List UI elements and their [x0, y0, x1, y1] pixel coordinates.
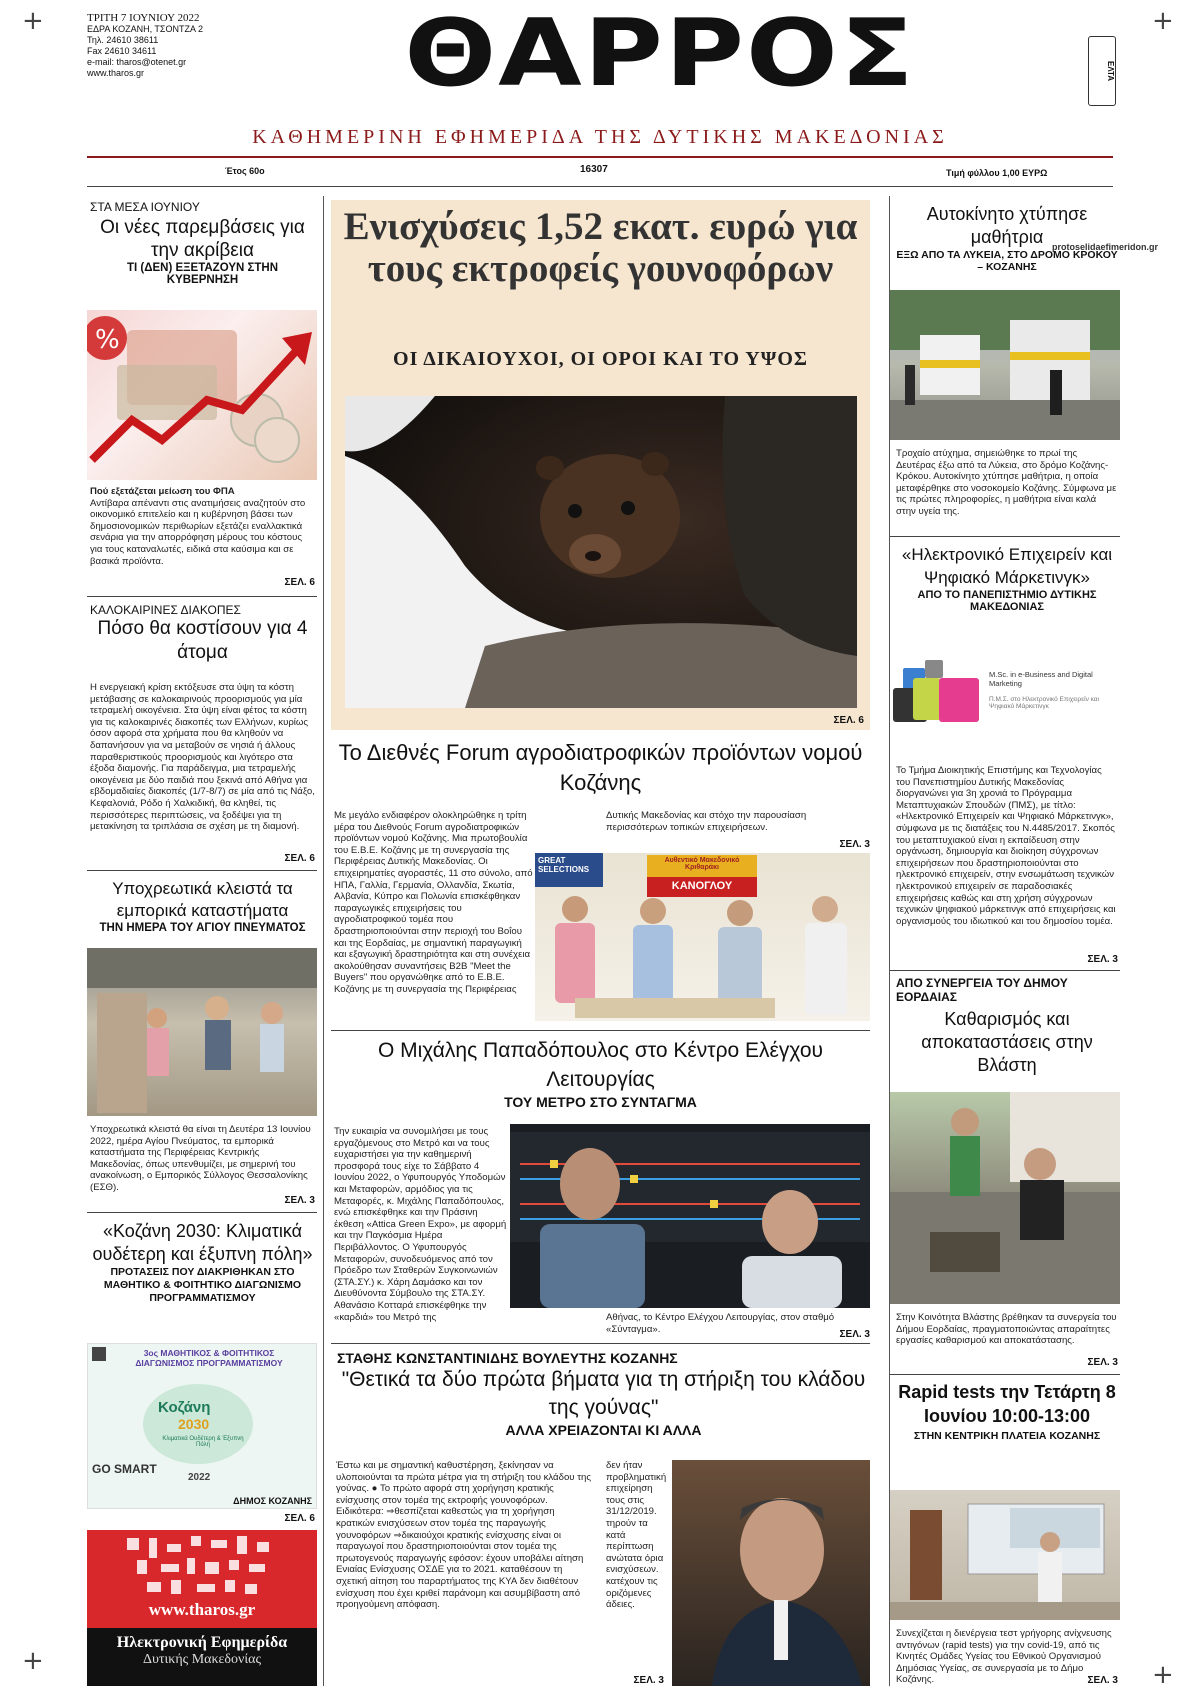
forum-photo: [535, 853, 870, 1021]
article-rapid-tests-body: [896, 1628, 1118, 1686]
control-room-illustration: [510, 1124, 870, 1308]
headline: Rapid tests την Τετάρτη 8 Ιουνίου 10:00-13:00: [898, 1382, 1116, 1426]
mink-illustration: [345, 396, 857, 708]
msc-logo-icon: [893, 658, 989, 738]
ad-line2: Δυτικής Μακεδονίας: [142, 1652, 262, 1667]
issue-date: ΤΡΙΤΗ 7 ΙΟΥΝΙΟΥ 2022: [87, 12, 200, 24]
article-fur: [337, 1350, 870, 1438]
kicker: ΚΑΛΟΚΑΙΡΙΝΕΣ ΔΙΑΚΟΠΕΣ: [90, 603, 241, 617]
metro-photo: [510, 1124, 870, 1308]
kicker: ΣΤΑΘΗΣ ΚΩΝΣΤΑΝΤΙΝΙΔΗΣ ΒΟΥΛΕΥΤΗΣ ΚΟΖΑΝΗΣ: [337, 1350, 678, 1366]
page-ref: ΣΕΛ. 3: [1087, 1675, 1118, 1686]
msc-logo: [893, 658, 1121, 738]
mink-photo: [345, 396, 857, 708]
body-text: Αντίβαρα απέναντι στις ανατιμήσεις αναζητούν στο οικονομικό επιτελείο και η κυβέρνηση βάσει των δημοσιονομικών περιθωρίων εξετάζει εναλλακτικά σενάρια για την απορρόφηση μέρους του κόστους για τους καταναλωτές, ειδικά στα καύσιμα και σε βασικά προϊόντα.: [90, 497, 306, 567]
subheadline: ΕΞΩ ΑΠΟ ΤΑ ΛΥΚΕΙΑ, ΣΤΟ ΔΡΟΜΟ ΚΡΟΚΟΥ – ΚΟΖΑΝΗΣ: [896, 249, 1118, 273]
forum-col1: [334, 810, 534, 1010]
tharos-web-ad[interactable]: [87, 1530, 317, 1686]
page-ref: ΣΕΛ. 3: [633, 1675, 664, 1686]
subheadline: ΤΟΥ ΜΕΤΡΟ ΣΤΟ ΣΥΝΤΑΓΜΑ: [504, 1094, 697, 1110]
page-ref: ΣΕΛ. 3: [839, 1329, 870, 1340]
article-shops: [90, 878, 315, 934]
article-metro: [331, 1036, 870, 1110]
lead-text: Πού εξετάζεται μείωση του ΦΠΑ: [90, 486, 235, 497]
qr-code-icon: [92, 1347, 106, 1361]
fur-col2: [606, 1460, 668, 1640]
body-text: Τροχαίο ατύχημα, σημειώθηκε το πρωί της Δευτέρας έξω από τα Λύκεια, στο δρόμο Κοζάνης-Κρόκου. Αυτοκίνητο χτύπησε μαθήτρια, η οποία μεταφέρθηκε στο νοσοκομείο Κοζάνης. Σύμφωνα με τις πρώτες πληροφορίες, η μαθήτρια είναι καλά στην υγεία της.: [896, 448, 1117, 517]
headline: Αυτοκίνητο χτύπησε μαθήτρια: [926, 204, 1088, 247]
ad-caption-box: [87, 1628, 317, 1686]
article-vlasti-body: [896, 1312, 1118, 1368]
fax: Fax 24610 34611: [87, 46, 157, 56]
page-ref: ΣΕΛ. 3: [1087, 954, 1118, 965]
poster-footer: ΔΗΜΟΣ ΚΟΖΑΝΗΣ: [233, 1496, 312, 1506]
subheadline: ΤΗΝ ΗΜΕΡΑ ΤΟΥ ΑΓΙΟΥ ΠΝΕΥΜΑΤΟΣ: [99, 922, 306, 934]
page-ref: ΣΕΛ. 6: [833, 715, 864, 726]
lead-headline: Ενισχύσεις 1,52 εκατ. ευρώ για τους εκτροφείς γουνοφόρων: [343, 205, 858, 290]
poster-title: 3ος ΜΑΘΗΤΙΚΟΣ & ΦΟΙΤΗΤΙΚΟΣ ΔΙΑΓΩΝΙΣΜΟΣ ΠΡΟΓΡΑΜΜΑΤΙΣΜΟΥ: [135, 1348, 283, 1368]
headline: «Ηλεκτρονικό Επιχειρείν και Ψηφιακό Μάρκετινγκ»: [901, 545, 1113, 587]
headline: Οι νέες παρεμβάσεις για την ακρίβεια: [100, 217, 305, 261]
logo-text: M.Sc. in e-Business and Digital Marketing: [989, 670, 1093, 688]
body-text: Το Τμήμα Διοικητικής Επιστήμης και Τεχνολογίας του Πανεπιστημίου Δυτικής Μακεδονίας διοργανώνει για 3η χρονιά το Πρόγραμμα Μεταπτυχιακών Σπουδών (ΠΜΣ), με τίτλο: «Ηλεκτρονικό Επιχειρείν και Ψηφιακό Μάρκετινγκ», σύμφωνα με τις διατάξεις του Ν.4485/2017. Σκοπός του μεταπτυχιακού είναι η εκπαίδευση στην οργάνωση, δημιουργία και διοίκηση σύγχρονων επιχειρήσεων που δραστηριοποιούνται στο ηλεκτρονικό επιχειρείν, στην ενσωμάτωση τεχνικών ηλεκτρονικού επιχειρείν σε παραδοσιακές επιχειρήσεις καθώς και στη χρήση σύγχρονων τεχνικών ψηφιακού μάρκετινγκ από επιχειρήσεις και οργανισμούς του ιδιωτικού και του δημοσίου τομέα.: [896, 765, 1116, 927]
headline: Καθαρισμός και αποκαταστάσεις στην Βλάστη: [921, 1009, 1093, 1075]
shops-photo: [87, 948, 317, 1116]
address: ΕΔΡΑ ΚΟΖΑΝΗ, ΤΣΟΝΤΖΑ 2: [87, 24, 203, 34]
clinic-illustration: [890, 1490, 1120, 1620]
workers-illustration: [890, 1092, 1120, 1304]
article-vlasti: [896, 976, 1118, 1077]
newspaper-subtitle: ΚΑΘΗΜΕΡΙΝΗ ΕΦΗΜΕΡΙΔΑ ΤΗΣ ΔΥΤΙΚΗΣ ΜΑΚΕΔΟΝΙΑΣ: [252, 126, 948, 148]
body-text: Η ενεργειακή κρίση εκτόξευσε στα ύψη τα κόστη μετάβασης σε καλοκαιρινούς προορισμούς για μία τετραμελή οικογένεια. Στα ύψη είναι φέτος τα κόστη για τις καλοκαιρινές διακοπές των Ελλήνων, κυρίως όσον αφορά στα χρήματα που θα κληθούν να δαπανήσουν για να μεταβούν σε νησιά ή άλλους παραθεριστικούς προορισμούς και λιγότερο στα έξοδα διαμονής. Για παράδειγμα, μια τετραμελής οικογένεια με δύο παιδιά που ξεκινά από Αθήνα για εβδομαδιαίες διακοπές (1/7-8/7) σε μία από τις Νάξο, Κεφαλονιά, Ρόδο ή Χαλκιδική, θα κληθεί, τις περισσότερες περιπτώσεις, να ξοδέψει για τη μετακίνηση τα τριπλάσια σε σχέση με τη διαμονή.: [90, 682, 315, 833]
subheadline: ΠΡΟΤΑΣΕΙΣ ΠΟΥ ΔΙΑΚΡΙΘΗΚΑΝ ΣΤΟ ΜΑΘΗΤΙΚΟ & ΦΟΙΤΗΤΙΚΟ ΔΙΑΓΩΝΙΣΜΟ ΠΡΟΓΡΑΜΜΑΤΙΣΜΟΥ: [103, 1266, 302, 1304]
fur-col1: [336, 1460, 594, 1685]
poster-2022: 2022: [188, 1472, 211, 1483]
lead-subheadline: ΟΙ ΔΙΚΑΙΟΥΧΟΙ, ΟΙ ΟΡΟΙ ΚΑΙ ΤΟ ΥΨΟΣ: [393, 348, 808, 370]
page-ref: ΣΕΛ. 6: [284, 577, 315, 588]
body-text: Δυτικής Μακεδονίας και στόχο την παρουσίαση περισσότερων τοπικών επιχειρήσεων.: [606, 810, 807, 833]
poster-city: Κοζάνη: [158, 1399, 211, 1416]
issue-number: 16307: [580, 164, 608, 175]
volume-year: Έτος 60ο: [225, 166, 265, 176]
politician-illustration: [672, 1460, 870, 1686]
article-university: [896, 543, 1118, 613]
article-accident-body: [896, 448, 1118, 518]
svg-text:%: %: [95, 325, 120, 355]
phone: Τηλ. 24610 38611: [87, 35, 159, 45]
logo-subtext: Π.Μ.Σ. στο Ηλεκτρονικό Επιχειρείν και Ψηφιακό Μάρκετινγκ: [989, 696, 1100, 710]
poster-gosmart: GO SMART: [92, 1462, 157, 1476]
article-kozani2030: [90, 1220, 315, 1305]
poster-tag: Κλιματικά Ουδέτερη & Έξυπνη Πόλη: [162, 1436, 244, 1448]
banner-text: GREAT SELECTIONS: [535, 853, 603, 887]
subheadline: ΤΙ (ΔΕΝ) ΕΞΕΤΑΖΟΥΝ ΣΤΗΝ ΚΥΒΕΡΝΗΣΗ: [126, 262, 279, 286]
metro-body: [334, 1126, 508, 1326]
body-text: Συνεχίζεται η διενέργεια τεστ γρήγορης ανίχνευσης αντιγόνων (rapid tests) για την covid-19, από τις Κινητές Ομάδες Υγείας του Εθνικού Οργανισμού Δημόσιας Υγείας, σε συνεργασία με το Δήμο Κοζάνης.: [896, 1628, 1112, 1686]
subheadline: ΑΛΛΑ ΧΡΕΙΑΖΟΝΤΑΙ ΚΙ ΑΛΛΑ: [505, 1422, 702, 1438]
subheadline: ΑΠΟ ΤΟ ΠΑΝΕΠΙΣΤΗΜΙΟ ΔΥΤΙΚΗΣ ΜΑΚΕΔΟΝΙΑΣ: [917, 589, 1097, 613]
kozani2030-poster: [87, 1343, 317, 1509]
crop-mark-icon: +: [22, 6, 44, 36]
brand-text: ΚΑΝΟΓΛΟΥ: [647, 877, 757, 897]
metro-caption: [606, 1312, 870, 1340]
headline: «Κοζάνη 2030: Κλιματικά ουδέτερη και έξυπνη πόλη»: [92, 1221, 313, 1264]
shoppers-illustration: [87, 948, 317, 1116]
article-kozani2030-footer: [90, 1510, 315, 1524]
body-text: Την ευκαιρία να συνομιλήσει με τους εργαζόμενους στο Μετρό και να τους ευχαριστήσει για την καθημερινή προσφορά τους είχε το Σάββατο 4 Ιουνίου 2022, ο Υφυπουργός Υποδομών και Μεταφορών, αρμόδιος για τις Μεταφορές, κ. Μιχάλης Παπαδόπουλος, ενώ επισκέφθηκε και την Πράσινη έκθεση «Attica Green Expo», με αφορμή και την Παγκόσμια Ημέρα Περιβάλλοντος. Ο Υφυπουργός Μεταφορών, συνοδευόμενος από τον Πρόεδρο των Σταθερών Συγκοινωνιών (ΣΤΑ.ΣΥ.) κ. Χάρη Δαμάσκο και τον Διευθύνοντα Σύμβουλο της ΣΤΑ.ΣΥ. Αθανάσιο Κοτταρά επισκέφθηκε την «καρδιά» του Μετρό της: [334, 1126, 507, 1323]
forum-page-wrap: [600, 836, 870, 850]
poster-year: 2030: [178, 1416, 210, 1432]
headline: "Θετικά τα δύο πρώτα βήματα για τη στήριξη του κλάδου της γούνας": [341, 1368, 866, 1419]
accident-photo: [890, 290, 1120, 440]
article-prices-body: [90, 486, 315, 588]
article-holidays-body: [90, 682, 315, 864]
article-forum: [331, 738, 870, 798]
rapid-tests-photo: [890, 1490, 1120, 1620]
crop-mark-icon: +: [1152, 1660, 1174, 1690]
article-shops-body: [90, 1124, 315, 1206]
kicker: ΣΤΑ ΜΕΣΑ ΙΟΥΝΙΟΥ: [90, 200, 200, 214]
article-university-body: [896, 765, 1118, 965]
email: e-mail: tharos@otenet.gr: [87, 57, 187, 67]
body-text: δεν ήταν προβληματική επιχείρηση τους στις 31/12/2019. τηρούν τα κατά περίπτωση ανώτατα όρια ενισχύσεων. κατέχουν τις οριζόμενες άδειες.: [606, 1460, 667, 1611]
page-ref: ΣΕΛ. 6: [284, 1513, 315, 1524]
body-text: Έστω και με σημαντική καθυστέρηση, ξεκίνησαν να υλοποιούνται τα πρώτα μέτρα για τη στήριξη του κλάδου της γούνας. ● Το πρώτο αφορά στη χορήγηση κρατικής ενίσχυσης στον τομέα της εκτροφής γουνοφόρων. Ειδικότερα: ⇒θεσπίζεται καθεστώς για τη χορήγηση κρατικών ενισχύσεων στον τομέα της παραγωγής γουνοφόρων ⇒δικαιούχοι κρατικής ενίσχυσης είναι οι παραγωγοί που δραστηριοποιούνται στον τομέα της πρωτογενούς παραγωγής εφόσον: έχουν υποβάλει αίτηση Ενιαίας Ενίσχυσης ΟΣΔΕ για το 2021. καταθέσουν τη σχετική αίτηση του παραρτήματος της ΚΥΑ δεν διαθέτουν ενίσχυση που έχει κριθεί παράνομη και ασυμβίβαστη από προηγούμενη απόφαση.: [336, 1460, 591, 1611]
headline: Το Διεθνές Forum αγροδιατροφικών προϊόντων νομού Κοζάνης: [338, 740, 863, 795]
watermark: protoselidaefimeridon.gr: [1052, 242, 1159, 252]
ad-line1: Ηλεκτρονική Εφημερίδα: [116, 1634, 288, 1651]
page-ref: ΣΕΛ. 3: [1087, 1357, 1118, 1368]
inflation-arrow-icon: [87, 310, 317, 480]
crop-mark-icon: +: [22, 1646, 44, 1676]
article-accident: [896, 203, 1118, 273]
headline: Ο Μιχάλης Παπαδόπουλος στο Κέντρο Ελέγχου Λειτουργίας: [377, 1039, 824, 1091]
body-text: Με μεγάλο ενδιαφέρον ολοκληρώθηκε η τρίτη μέρα του Διεθνούς Forum αγροδιατροφικών προϊόντων νομού Κοζάνης. Μια πρωτοβουλία του Ε.Β.Ε. Κοζάνης με τη συνεργασία της Περιφέρειας Δυτικής Μακεδονίας. Οι επιχειρηματίες αγοραστές, 11 στο σύνολο, από ΗΠΑ, Γαλλία, Γερμανία, Ολλανδία, Σκωτία, Αλβανία, Κύπρο και Πολωνία επισκέφθηκαν παραγωγικές επιχειρήσεις του αγροδιατροφικού τομέα που δραστηριοποιούνται στην περιοχή του Βοΐου και της Εορδαίας, με σημαντική παραγωγική και εξαγωγική δραστηριότητα και στη συνέχεια ακολούθησαν συναντήσεις B2B "Meet the Buyers" που οργανώθηκε από το Ε.Β.Ε. Κοζάνης με τη συνεργασία της Περιφέρειας: [334, 810, 533, 995]
fur-page-wrap: [560, 1672, 664, 1686]
body-text: Υποχρεωτικά κλειστά θα είναι τη Δευτέρα 13 Ιουνίου 2022, ημέρα Αγίου Πνεύματος, τα εμπορικά καταστήματα της Περιφέρειας Κεντρικής Μακεδονίας, όπως υπενθυμίζει, με σημερινή του ανακοίνωση, ο Εμπορικός Σύλλογος Θεσσαλονίκης (ΕΣΘ).: [90, 1124, 311, 1193]
ambulance-illustration: [890, 290, 1120, 440]
price: Τιμή φύλλου 1,00 ΕΥΡΩ: [946, 168, 1048, 178]
article-prices: [90, 200, 315, 286]
body-text: Στην Κοινότητα Βλάστης βρέθηκαν τα συνεργεία του Δήμου Εορδαίας, πραγματοποιώντας απαραίτητες εργασίες καθαρισμού και αποκατάστασης.: [896, 1312, 1117, 1347]
lead-story: [331, 200, 870, 730]
vlasti-photo: [890, 1092, 1120, 1304]
headline: Υποχρεωτικά κλειστά τα εμπορικά καταστήματα: [112, 879, 293, 920]
newspaper-title: ΘΑΡΡΟΣ: [404, 0, 916, 108]
headline: Πόσο θα κοστίσουν για 4 άτομα: [97, 618, 308, 663]
masthead-info: [87, 12, 267, 79]
forum-people-illustration: [535, 853, 870, 1021]
politician-photo: [672, 1460, 870, 1686]
page-ref: ΣΕΛ. 3: [839, 839, 870, 850]
elta-logo: ΕΛΤΑ: [1088, 36, 1116, 106]
crop-mark-icon: +: [1152, 6, 1174, 36]
page-ref: ΣΕΛ. 3: [284, 1195, 315, 1206]
article-rapid-tests: [896, 1380, 1118, 1442]
article-holidays: [90, 603, 315, 665]
page-ref: ΣΕΛ. 6: [284, 853, 315, 864]
subheadline: ΣΤΗΝ ΚΕΝΤΡΙΚΗ ΠΛΑΤΕΙΑ ΚΟΖΑΝΗΣ: [913, 1430, 1101, 1442]
kicker: ΑΠΟ ΣΥΝΕΡΓΕΙΑ ΤΟΥ ΔΗΜΟΥ ΕΟΡΔΑΙΑΣ: [896, 976, 1068, 1004]
sign-text: Αυθεντικό Μακεδονικό Κριθαράκι: [647, 855, 757, 877]
website: www.tharos.gr: [87, 68, 145, 78]
ad-url[interactable]: www.tharos.gr: [148, 1600, 256, 1619]
caption-text: Αθήνας, το Κέντρο Ελέγχου Λειτουργίας, στον σταθμό «Σύνταγμα».: [606, 1312, 835, 1335]
inflation-photo: [87, 310, 317, 480]
